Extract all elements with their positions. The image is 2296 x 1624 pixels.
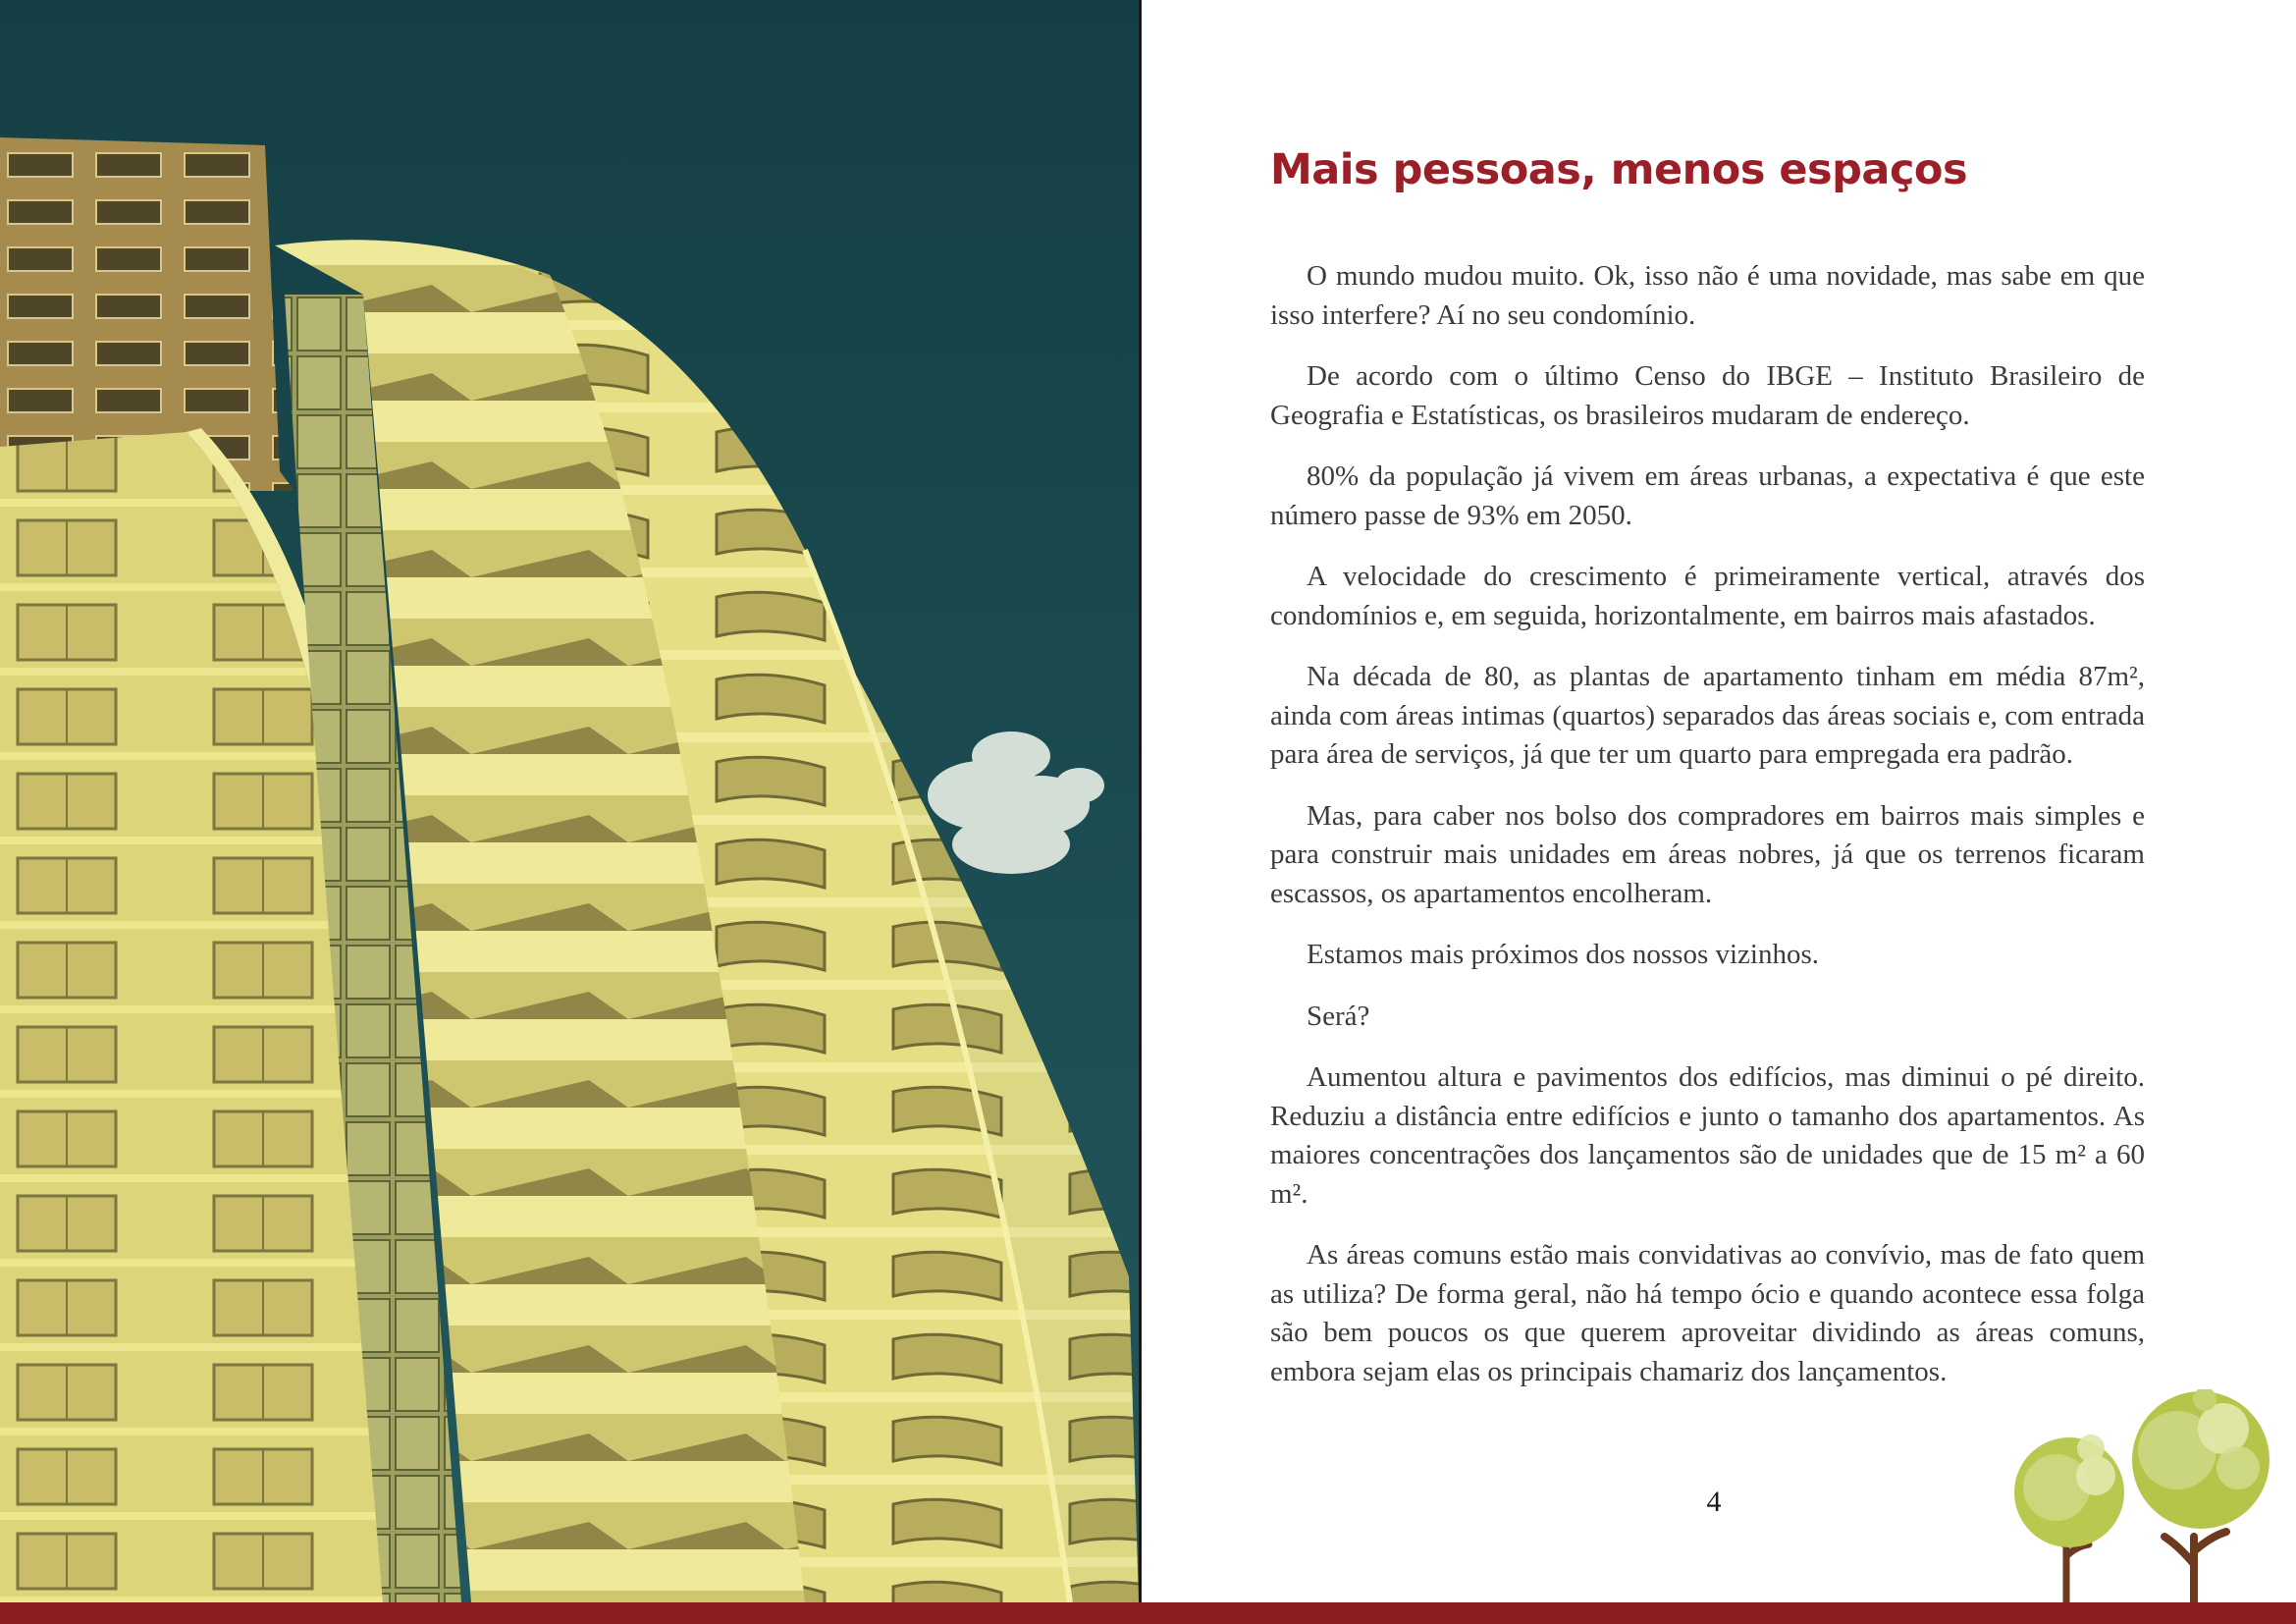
paragraph: As áreas comuns estão mais convidativas ao convívio, mas de fato quem as utiliza? De forma geral, não há tempo ócio e quando acontece essa folga são bem poucos os que querem aproveitar dividindo as áreas comuns, embora sejam elas os principais chamariz dos lançamentos. [1270, 1239, 2145, 1387]
paragraph: 80% da população já vivem em áreas urbanas, a expectativa é que este número passe de 93% em 2050. [1270, 460, 2145, 531]
article-body [1270, 257, 2145, 1414]
paragraph: Será? [1307, 1000, 1370, 1032]
trees-illustration-icon [2002, 1389, 2287, 1610]
paragraph: Na década de 80, as plantas de apartamento tinham em média 87m², ainda com áreas intimas (quartos) separados das áreas sociais e, com entrada para área de serviços, já que ter um quarto para empregada era padrão. [1270, 661, 2145, 770]
text-page [1142, 0, 2296, 1602]
paragraph: Aumentou altura e pavimentos dos edifícios, mas diminui o pé direito. Reduziu a distância entre edifícios e junto o tamanho dos apartamentos. As maiores concentrações dos lançamentos são de unidades que de 15 m² a 60 m². [1270, 1061, 2145, 1210]
bottom-bar [0, 1602, 2296, 1624]
paragraph: A velocidade do crescimento é primeiramente vertical, através dos condomínios e, em seguida, horizontalmente, em bairros mais afastados. [1270, 561, 2145, 631]
page-number: 4 [1706, 1486, 1722, 1518]
paragraph: O mundo mudou muito. Ok, isso não é uma novidade, mas sabe em que isso interfere? Aí no seu condomínio. [1270, 260, 2145, 331]
page-title: Mais pessoas, menos espaços [1270, 145, 1968, 194]
paragraph: Estamos mais próximos dos nossos vizinhos. [1307, 939, 1820, 970]
paragraph: De acordo com o último Censo do IBGE – Instituto Brasileiro de Geografia e Estatísticas, os brasileiros mudaram de endereço. [1270, 360, 2145, 431]
building-photo [0, 0, 1139, 1602]
paragraph: Mas, para caber nos bolso dos compradores em bairros mais simples e para construir mais unidades em áreas nobres, já que os terrenos ficaram escassos, os apartamentos encolheram. [1270, 799, 2145, 909]
